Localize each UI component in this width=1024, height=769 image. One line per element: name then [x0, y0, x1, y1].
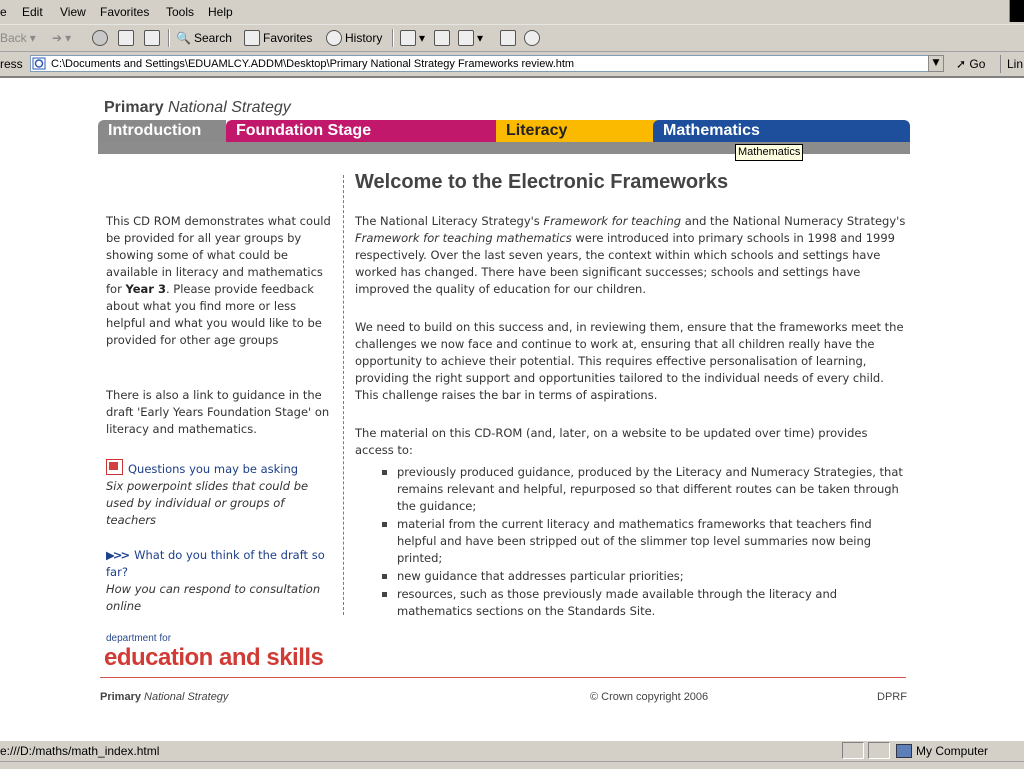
messenger-icon: [524, 30, 540, 46]
brand-rest: National Strategy: [168, 99, 291, 116]
go-label: Go: [969, 57, 986, 71]
p1-framework-title: Framework for teaching: [543, 214, 682, 228]
p1-text-c: were introduced into primary schools in 1998 and 1999 respectively. Over the last seven years, the context within which schools and settings have worked has changed. There have been significant successes; schools and settings have improved the quality of education for our children.: [355, 231, 895, 296]
chevron-down-icon[interactable]: ▾: [65, 31, 72, 45]
year-label: Year 3: [125, 282, 166, 296]
intro-text-start: This CD ROM demonstrates what could be provided for all year groups by showing some of what could be available in literacy and mathematics for: [106, 214, 331, 296]
menu-edit[interactable]: Edit: [22, 5, 43, 19]
paragraph-challenges: We need to build on this success and, in reviewing them, ensure that the frameworks meet the challenges we now face and continue to work at, ensuring that all children really have the opportunity to achieve their potential. This requires effective personalisation of learning, providing the right support and opportunities tailored to the individual needs of every child. This challenge raises the bar in terms of aspirations.: [355, 320, 904, 402]
favorites-label: Favorites: [263, 31, 313, 45]
questions-link[interactable]: Questions you may be asking: [128, 462, 299, 476]
questions-block: [106, 459, 336, 529]
status-pane: [868, 742, 890, 759]
p1-maths-framework-title: Framework for teaching mathematics: [355, 231, 572, 245]
address-input[interactable]: [30, 55, 944, 72]
paragraph-intro: [355, 213, 907, 298]
address-dropdown-button[interactable]: ▼: [928, 55, 944, 72]
footer-primary: Primary: [100, 691, 141, 703]
arrow-right-icon: ▶>>: [106, 548, 129, 562]
messenger-button[interactable]: [524, 29, 540, 47]
back-button[interactable]: [0, 29, 36, 47]
tab-foundation-stage[interactable]: Foundation Stage: [226, 120, 496, 142]
questions-description: Six powerpoint slides that could be used by individual or groups of teachers: [106, 479, 309, 527]
status-pane: [842, 742, 864, 759]
tab-mathematics[interactable]: Mathematics: [653, 120, 910, 142]
dfes-logo-small-text: department for: [106, 633, 172, 644]
back-label: Back: [0, 31, 27, 45]
sidebar-intro: [106, 213, 336, 349]
search-label: Search: [193, 31, 232, 45]
go-button[interactable]: [956, 57, 985, 71]
menu-tools[interactable]: Tools: [166, 5, 195, 19]
address-url: C:\Documents and Settings\EDUAMLCY.ADDM\Desktop\Primary National Strategy Frameworks review.htm: [51, 58, 575, 70]
footer-divider: [100, 677, 906, 678]
tab-literacy[interactable]: Literacy: [396, 120, 696, 142]
document-code: DPRF: [877, 691, 907, 703]
sidebar-guidance: There is also a link to guidance in the draft 'Early Years Foundation Stage' on literacy and mathematics.: [106, 388, 330, 436]
print-button[interactable]: [434, 29, 450, 47]
chevron-down-icon[interactable]: ▾: [419, 31, 426, 45]
status-url: e:///D:/maths/math_index.html: [0, 744, 160, 758]
chevron-down-icon[interactable]: ▾: [29, 31, 36, 45]
site-brand: [104, 99, 291, 117]
material-list: [380, 464, 908, 621]
toolbar: [0, 25, 1024, 52]
discuss-button[interactable]: [500, 29, 516, 47]
history-icon: [326, 30, 342, 46]
draft-description: How you can respond to consultation online: [106, 582, 321, 613]
discuss-icon: [500, 30, 516, 46]
status-bar: [0, 740, 1024, 761]
draft-block: [106, 547, 336, 615]
computer-icon: [896, 744, 912, 758]
print-icon: [434, 30, 450, 46]
p1-text-a: The National Literacy Strategy's: [355, 214, 544, 228]
chevron-down-icon[interactable]: ▾: [477, 31, 484, 45]
p1-text-b: and the National Numeracy Strategy's: [681, 214, 906, 228]
stop-icon: [92, 30, 108, 46]
paragraph-material: The material on this CD-ROM (and, later, on a website to be updated over time) provides access to:: [355, 426, 868, 457]
draft-feedback-link[interactable]: What do you think of the draft so far?: [106, 548, 325, 579]
stop-button[interactable]: [92, 29, 108, 47]
mathematics-tooltip: Mathematics: [735, 144, 803, 161]
refresh-icon: [118, 30, 134, 46]
home-icon: [144, 30, 160, 46]
page-title: Welcome to the Electronic Frameworks: [355, 171, 729, 193]
forward-button[interactable]: [52, 29, 71, 47]
footer-rest: National Strategy: [144, 691, 229, 703]
section-tabs: [98, 120, 910, 142]
history-label: History: [345, 31, 383, 45]
favorites-button[interactable]: [244, 29, 312, 47]
forward-arrow-icon: ➔: [52, 31, 63, 45]
security-zone[interactable]: [896, 744, 988, 758]
links-button[interactable]: Lin: [1000, 55, 1023, 73]
menu-view[interactable]: View: [60, 5, 86, 19]
menu-help[interactable]: Help: [208, 5, 233, 19]
list-item: previously produced guidance, produced by the Literacy and Numeracy Strategies, that remains relevant and helpful, repurposed so that different routes can be taken through the guidance;: [380, 464, 908, 515]
search-button[interactable]: [176, 29, 232, 47]
intro-text-end: . Please provide feedback about what you find more or less helpful and what you would like to be provided for other age groups: [106, 282, 322, 347]
powerpoint-icon: [106, 459, 123, 475]
list-item: new guidance that addresses particular priorities;: [380, 568, 908, 585]
menu-favorites[interactable]: Favorites: [100, 5, 150, 19]
list-item: resources, such as those previously made available through the literacy and mathematics sections on the Standards Site.: [380, 586, 908, 620]
refresh-button[interactable]: [118, 29, 134, 47]
search-icon: 🔍: [176, 31, 191, 45]
menu-file[interactable]: e: [0, 5, 7, 19]
copyright-text: © Crown copyright 2006: [590, 691, 709, 703]
address-label: ress: [0, 57, 23, 71]
word-icon: [458, 30, 474, 46]
mail-icon: [400, 30, 416, 46]
edit-word-button[interactable]: [458, 29, 483, 47]
address-bar: [0, 52, 1024, 78]
brand-primary: Primary: [104, 99, 164, 116]
favorites-icon: [244, 30, 260, 46]
mail-button[interactable]: [400, 29, 425, 47]
footer-brand: [100, 691, 228, 703]
windows-logo-icon: [1009, 0, 1024, 22]
go-arrow-icon: ➚: [956, 57, 967, 71]
zone-label: My Computer: [916, 744, 989, 758]
page-icon: [32, 57, 46, 70]
home-button[interactable]: [144, 29, 160, 47]
tab-introduction[interactable]: Introduction: [98, 120, 226, 142]
list-item: material from the current literacy and mathematics frameworks that teachers find helpful and have been stripped out of the slimmer top level summaries now being printed;: [380, 516, 908, 567]
history-button[interactable]: [326, 29, 382, 47]
menu-bar: [0, 0, 1024, 25]
column-divider: [343, 175, 344, 615]
dfes-logo: education and skills: [104, 644, 324, 671]
